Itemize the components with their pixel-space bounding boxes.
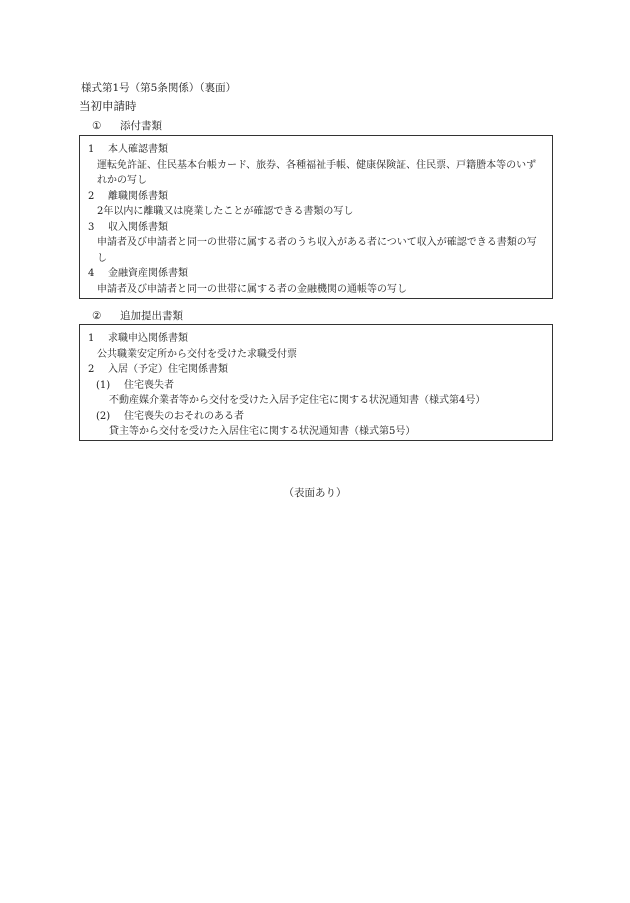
item-title: 入居（予定）住宅関係書類	[108, 364, 228, 375]
item-description: 申請者及び申請者と同一の世帯に属する者の金融機関の通帳等の写し	[97, 283, 407, 295]
section-additional-heading	[92, 308, 183, 323]
item-title: 金融資産関係書類	[108, 268, 188, 279]
subitem-title: 住宅喪失者	[124, 379, 174, 391]
item-description: 公共職業安定所から交付を受けた求職受付票	[97, 348, 297, 360]
item-heading	[88, 331, 544, 347]
item-description: 運転免許証、住民基本台帳カード、旅券、各種福祉手帳、健康保険証、住民票、戸籍謄本等のいずれかの写し	[97, 159, 537, 186]
list-item	[88, 362, 544, 378]
item-number: 1	[88, 333, 95, 344]
item-description: 申請者及び申請者と同一の世帯に属する者のうち収入がある者について収入が確認できる書類の写し	[97, 237, 537, 264]
item-number: 2	[88, 190, 95, 202]
list-item	[88, 220, 544, 267]
item-number: 2	[88, 364, 95, 375]
item-title: 求職申込関係書類	[108, 333, 188, 344]
list-item	[88, 266, 544, 297]
phase-heading: 当初申請時	[79, 99, 137, 113]
attachments-box	[79, 135, 553, 299]
list-item	[88, 189, 544, 220]
item-heading	[88, 142, 544, 158]
reverse-side-note: （表面あり）	[283, 487, 347, 499]
subitem-description: 貸主等から交付を受けた入居住宅に関する状況通知書（様式第5号）	[109, 426, 416, 437]
additional-documents-box	[79, 324, 553, 441]
section-title: 添付書類	[120, 120, 162, 132]
item-number: 1	[88, 144, 95, 155]
item-heading	[88, 362, 544, 378]
item-heading	[88, 266, 544, 282]
subitem-title: 住宅喪失のおそれのある者	[124, 410, 244, 422]
section-attachments-heading	[92, 118, 162, 133]
sub-list-item	[88, 409, 544, 440]
subitem-number: (1)	[96, 379, 111, 391]
item-title: 離職関係書類	[108, 190, 168, 202]
item-heading	[88, 189, 544, 205]
item-description: 2年以内に離職又は廃業したことが確認できる書類の写し	[97, 206, 354, 217]
subitem-heading	[88, 409, 544, 425]
subitem-heading	[88, 378, 544, 394]
item-title: 本人確認書類	[108, 144, 168, 155]
section-title: 追加提出書類	[120, 310, 183, 322]
item-number: 3	[88, 221, 95, 233]
section-number: ①	[92, 120, 102, 132]
item-title: 収入関係書類	[108, 221, 168, 233]
subitem-description: 不動産媒介業者等から交付を受けた入居予定住宅に関する状況通知書（様式第4号）	[109, 395, 486, 406]
list-item	[88, 331, 544, 362]
list-item	[88, 142, 544, 189]
sub-list-item	[88, 378, 544, 409]
subitem-number: (2)	[96, 410, 111, 422]
form-number-label: 様式第1号（第5条関係）（裏面）	[81, 82, 237, 94]
item-heading	[88, 220, 544, 236]
section-number: ②	[92, 310, 102, 322]
item-number: 4	[88, 268, 95, 279]
